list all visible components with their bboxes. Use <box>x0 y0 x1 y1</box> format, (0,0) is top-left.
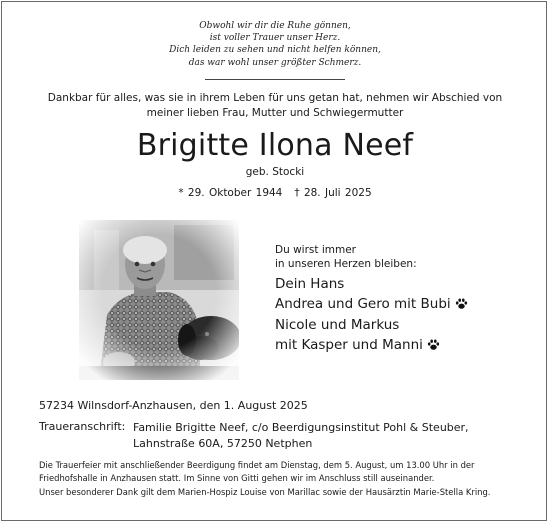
intro-line: Dankbar für alles, was sie in ihrem Leben für uns getan hat, nehmen wir Abschied von <box>47 92 503 104</box>
mourner-name: Nicole und Markus <box>275 317 400 333</box>
life-dates <box>0 187 550 199</box>
poem <box>0 20 550 69</box>
portrait-photo <box>79 220 239 380</box>
mourners-list <box>275 275 468 357</box>
address-line: Lahnstraße 60A, 57250 Netphen <box>133 437 313 450</box>
deceased-name: Brigitte Ilona Neef <box>136 128 414 163</box>
date: den 1. August 2025 <box>199 399 308 412</box>
maiden-name: geb. Stocki <box>245 166 305 178</box>
mourning-address <box>133 420 469 452</box>
poem-line: Dich leiden zu sehen und nicht helfen können, <box>169 45 381 56</box>
address-line: Familie Brigitte Neef, c/o Beerdigungsinstitut Pohl & Steuber, <box>133 421 469 434</box>
divider-line <box>205 79 345 80</box>
intro-line: meiner lieben Frau, Mutter und Schwiegermutter <box>146 107 404 119</box>
poem-line: das war wohl unser größter Schmerz. <box>188 57 362 68</box>
paw-icon <box>455 297 468 317</box>
mourner-name: Andrea und Gero mit Bubi <box>275 295 468 317</box>
mourners-intro-line: in unseren Herzen bleiben: <box>275 258 417 270</box>
intro-text <box>0 91 550 121</box>
funeral-info: Die Trauerfeier mit anschließender Beerdigung findet am Dienstag, dem 5. August, um 13.00 Uhr in der Friedhofshalle in Anzhausen statt. Im Sinne von Gitti gehen wir im Anschluss still auseinander. <box>39 460 475 483</box>
mourners-intro <box>275 243 417 271</box>
place-date <box>39 399 308 412</box>
poem-line: Obwohl wir dir die Ruhe gönnen, <box>199 21 351 31</box>
paw-icon <box>427 338 440 358</box>
mourner-name: mit Kasper und Manni <box>275 336 468 358</box>
birth-date: * 29. Oktober 1944 <box>178 187 283 199</box>
mourners-intro-line: Du wirst immer <box>275 244 356 256</box>
mourner-name: Dein Hans <box>275 276 345 292</box>
death-date: † 28. Juli 2025 <box>294 187 372 199</box>
place: 57234 Wilnsdorf-Anzhausen, <box>39 399 197 412</box>
thanks-note: Unser besonderer Dank gilt dem Marien-Hospiz Louise von Marillac sowie der Hausärztin Marie-Stella Kring. <box>39 487 491 497</box>
address-label: Traueranschrift: <box>39 420 126 433</box>
poem-line: ist voller Trauer unser Herz. <box>209 33 341 44</box>
